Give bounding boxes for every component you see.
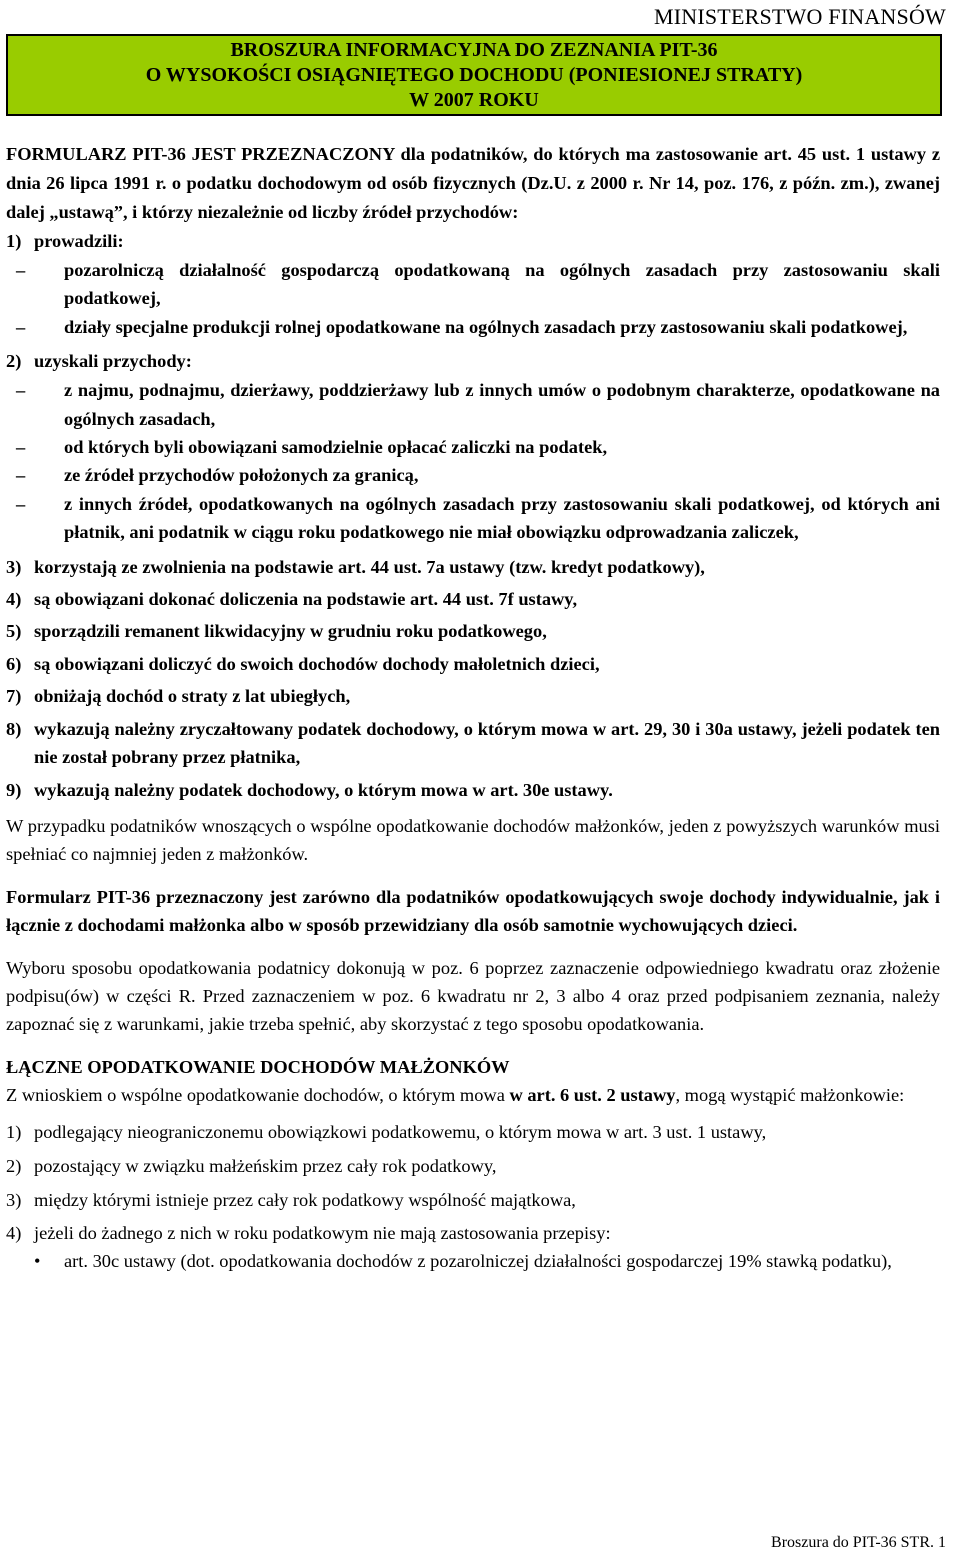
list-text: są obowiązani doliczyć do swoich dochodów dochody małoletnich dzieci, xyxy=(34,653,600,674)
list-number: 2) xyxy=(6,351,22,372)
list-number: 5) xyxy=(6,621,22,642)
joint-intro-paragraph xyxy=(6,1081,940,1109)
section-heading: ŁĄCZNE OPODATKOWANIE DOCHODÓW MAŁŻONKÓW xyxy=(6,1056,510,1077)
list-number: 2) xyxy=(6,1155,22,1176)
sub-item xyxy=(16,433,940,461)
form-paragraph: Formularz PIT-36 przeznaczony jest zarówno dla podatników opodatkowujących swoje dochody indywidualnie, jak i łącznie z dochodami małżonka albo w sposób przewidziany dla osób samotnie wychowujących dzieci. xyxy=(6,886,940,936)
list-item xyxy=(6,1186,940,1214)
list-number: 6) xyxy=(6,653,22,674)
list-text: między którymi istnieje przez cały rok podatkowy wspólność majątkowa, xyxy=(34,1190,576,1211)
list-item xyxy=(6,617,940,645)
list-item xyxy=(6,1118,940,1146)
list-number: 8) xyxy=(6,718,22,739)
sub-item xyxy=(16,256,940,313)
list-number: 4) xyxy=(6,589,22,610)
list-text: wykazują należny zryczałtowany podatek dochodowy, o którym mowa w art. 29, 30 i 30a ustawy, jeżeli podatek ten nie został pobrany przez płatnika, xyxy=(34,718,940,768)
list-text: korzystają ze zwolnienia na podstawie art. 44 ust. 7a ustawy (tzw. kredyt podatkowy), xyxy=(34,556,705,577)
dash-marker: – xyxy=(16,260,26,280)
list-number: 3) xyxy=(6,556,22,577)
spouses-paragraph: W przypadku podatników wnoszących o wspólne opodatkowanie dochodów małżonków, jeden z powyższych warunków musi spełniać co najmniej jeden z małżonków. xyxy=(6,815,940,865)
dash-marker: – xyxy=(16,493,26,514)
list-item xyxy=(6,585,940,613)
choice-paragraph: Wyboru sposobu opodatkowania podatnicy dokonują w poz. 6 poprzez zaznaczenie odpowiedniego kwadratu oraz złożenie podpisu(ów) w części R. Przed zaznaczeniem w poz. 6 kwadratu nr 2, 3 albo 4 oraz przed podpisaniem zeznania, należy zapoznać się z warunkami, jakie trzeba spełnić, aby skorzystać z tego sposobu opodatkowania. xyxy=(6,957,940,1035)
sub-item xyxy=(16,461,940,489)
list-number: 4) xyxy=(6,1222,22,1243)
list-text: prowadzili: xyxy=(34,231,124,251)
joint-intro-reference: w art. 6 ust. 2 ustawy xyxy=(509,1085,676,1106)
joint-intro-text: Z wnioskiem o wspólne opodatkowanie dochodów, o którym mowa xyxy=(6,1085,510,1106)
list-item xyxy=(6,1152,940,1180)
list-number: 1) xyxy=(6,231,22,251)
list-item xyxy=(6,1219,940,1247)
dash-marker: – xyxy=(16,380,26,401)
list-item xyxy=(6,650,940,678)
list-number: 9) xyxy=(6,779,22,800)
list-item xyxy=(6,553,940,581)
ministry-name: MINISTERSTWO FINANSÓW xyxy=(653,4,946,29)
bullet-text: art. 30c ustawy (dot. opodatkowania dochodów z pozarolniczej działalności gospodarczej 19% stawką podatku), xyxy=(64,1251,892,1272)
sub-item-text: ze źródeł przychodów położonych za granicą, xyxy=(64,465,419,486)
list-item xyxy=(6,347,940,376)
dash-marker: – xyxy=(16,437,26,458)
list-number: 7) xyxy=(6,686,22,707)
list-text: uzyskali przychody: xyxy=(34,351,192,372)
title-banner xyxy=(6,34,942,116)
sub-item xyxy=(16,313,940,341)
title-line: W 2007 ROKU xyxy=(409,89,539,111)
dash-marker: – xyxy=(16,465,26,486)
list-item xyxy=(6,715,940,772)
list-text: sporządzili remanent likwidacyjny w grudniu roku podatkowego, xyxy=(34,621,547,642)
dash-marker: – xyxy=(16,316,26,337)
bullet-item xyxy=(34,1247,940,1275)
sub-item-text: z innych źródeł, opodatkowanych na ogólnych zasadach przy zastosowaniu skali podatkowej, od których ani płatnik, ani podatnik w ciągu roku podatkowego nie miał obowiązku odprowadzania zaliczek, xyxy=(64,493,940,543)
page-footer: Broszura do PIT-36 STR. 1 xyxy=(771,1534,946,1551)
list-number: 3) xyxy=(6,1190,22,1211)
intro-paragraph: FORMULARZ PIT-36 JEST PRZEZNACZONY dla podatników, do których ma zastosowanie art. 45 ust. 1 ustawy z dnia 26 lipca 1991 r. o podatku dochodowym od osób fizycznych (Dz.U. z 2000 r. Nr 14, poz. 176, z późn. zm.), zwanej dalej „ustawą”, i którzy niezależnie od liczby źródeł przychodów: xyxy=(6,144,940,222)
joint-intro-text: , mogą wystąpić małżonkowie: xyxy=(675,1085,905,1106)
sub-item-text: działy specjalne produkcji rolnej opodatkowane na ogólnych zasadach przy zastosowaniu skali podatkowej, xyxy=(64,316,908,337)
list-text: wykazują należny podatek dochodowy, o którym mowa w art. 30e ustawy. xyxy=(34,779,613,800)
title-line: BROSZURA INFORMACYJNA DO ZEZNANIA PIT-36 xyxy=(230,39,718,61)
sub-item xyxy=(16,376,940,433)
document-body xyxy=(6,140,940,1276)
list-item xyxy=(6,227,940,256)
bullet-marker: • xyxy=(34,1251,41,1272)
list-text: pozostający w związku małżeńskim przez cały rok podatkowy, xyxy=(34,1155,497,1176)
title-line: O WYSOKOŚCI OSIĄGNIĘTEGO DOCHODU (PONIESIONEJ STRATY) xyxy=(145,64,803,86)
list-text: są obowiązani dokonać doliczenia na podstawie art. 44 ust. 7f ustawy, xyxy=(34,589,578,610)
list-item xyxy=(6,682,940,710)
list-number: 1) xyxy=(6,1121,22,1142)
sub-item-text: z najmu, podnajmu, dzierżawy, poddzierżawy lub z innych umów o podobnym charakterze, opodatkowane na ogólnych zasadach, xyxy=(64,380,940,429)
sub-item-text: pozarolniczą działalność gospodarczą opodatkowaną na ogólnych zasadach przy zastosowaniu skali podatkowej, xyxy=(64,260,940,309)
sub-item-text: od których byli obowiązani samodzielnie opłacać zaliczki na podatek, xyxy=(64,437,608,458)
list-text: podlegający nieograniczonemu obowiązkowi podatkowemu, o którym mowa w art. 3 ust. 1 ustawy, xyxy=(34,1121,767,1142)
sub-item xyxy=(16,490,940,547)
list-item xyxy=(6,776,940,804)
list-text: jeżeli do żadnego z nich w roku podatkowym nie mają zastosowania przepisy: xyxy=(34,1222,611,1243)
list-text: obniżają dochód o straty z lat ubiegłych, xyxy=(34,686,351,707)
